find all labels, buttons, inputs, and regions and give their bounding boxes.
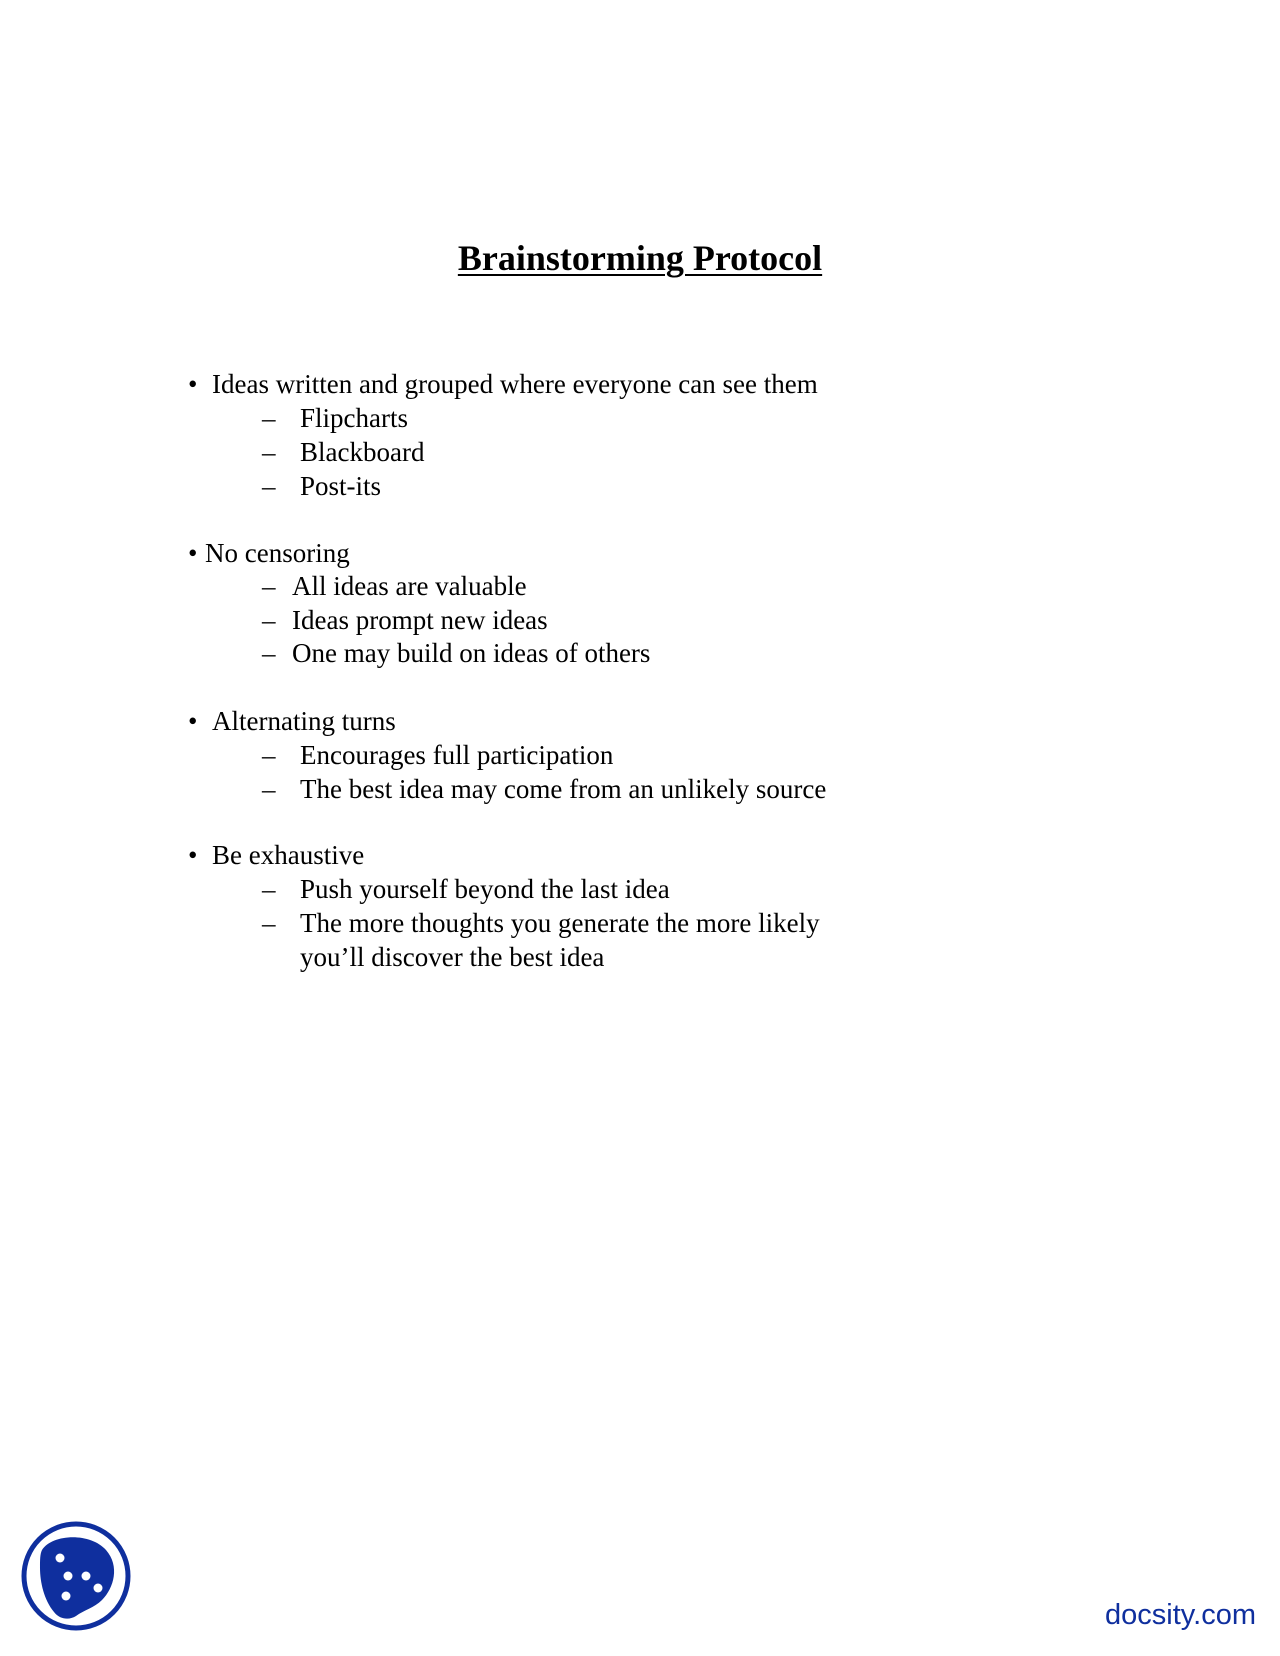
bullet-icon: • (188, 538, 198, 568)
section-heading: Ideas written and grouped where everyone can see them (212, 369, 818, 399)
list-item: Blackboard (300, 437, 425, 467)
dash-icon: – (262, 740, 276, 770)
list-item: Flipcharts (300, 403, 408, 433)
list-item: Encourages full participation (300, 740, 614, 770)
bullet-icon: • (188, 369, 198, 399)
docsity-brand-link[interactable]: docsity.com (1105, 1599, 1256, 1631)
list-item: The best idea may come from an unlikely source (300, 774, 827, 804)
section-heading: Be exhaustive (212, 840, 365, 870)
list-item-continuation: you’ll discover the best idea (300, 942, 605, 972)
section-heading: Alternating turns (212, 706, 396, 736)
dash-icon: – (262, 605, 276, 635)
bullet-icon: • (188, 706, 198, 736)
dash-icon: – (262, 774, 276, 804)
list-item: The more thoughts you generate the more likely (300, 908, 820, 938)
dash-icon: – (262, 874, 276, 904)
dash-icon: – (262, 471, 276, 501)
section-heading: No censoring (205, 538, 350, 568)
list-item: Push yourself beyond the last idea (300, 874, 670, 904)
page-title: Brainstorming Protocol (457, 238, 823, 278)
dash-icon: – (262, 571, 276, 601)
dash-icon: – (262, 638, 276, 668)
list-item: Post-its (300, 471, 382, 501)
list-item: All ideas are valuable (292, 571, 527, 601)
list-item: Ideas prompt new ideas (292, 605, 548, 635)
dash-icon: – (262, 437, 276, 467)
docsity-logo-icon[interactable] (20, 1520, 132, 1632)
dash-icon: – (262, 908, 276, 938)
bullet-icon: • (188, 840, 198, 870)
list-item: One may build on ideas of others (292, 638, 651, 668)
dash-icon: – (262, 403, 276, 433)
